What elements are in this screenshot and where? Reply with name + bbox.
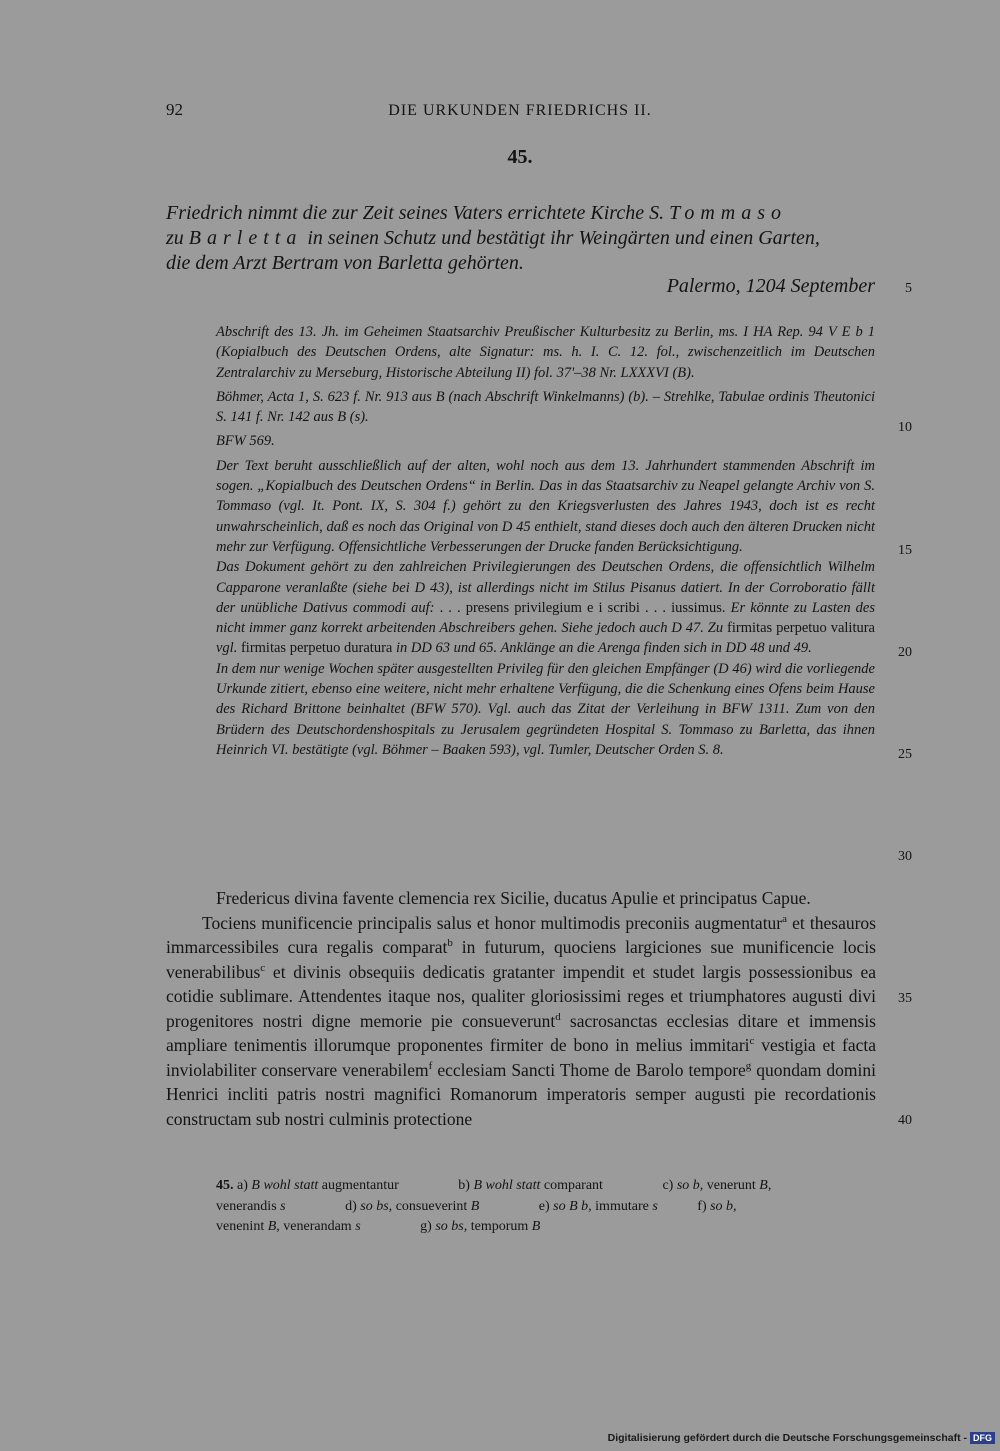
footnote-mark: f (428, 1059, 433, 1072)
intitulatio: Fredericus divina favente clemencia rex Sicilie, ducatus Apulie et principatus Capue. (216, 888, 811, 908)
line-number: 15 (898, 543, 912, 558)
regest-line-2: zu Barletta in seinen Schutz und bestätigt ihr Weingärten und einen Garten, (166, 227, 820, 249)
regest-line-3: die dem Arzt Bertram von Barletta gehörten. (166, 252, 524, 274)
note-manuscript: Abschrift des 13. Jh. im Geheimen Staatsarchiv Preußischer Kulturbesitz zu Berlin, ms. I HA Rep. 94 V E b 1 (Kopialbuch des Deutschen Ordens, alte Signatur: ms. h. I. C. 12. fol., zwischenzeitlich im Deutschen Zentralarchiv zu Merseburg, Historische Abteilung II) fol. 37'–38 Nr. LXXXVI (B). (216, 324, 875, 381)
footnote-b: b) B wohl statt comparant (458, 1178, 603, 1193)
footnote-g: g) so bs, temporum B (420, 1219, 541, 1234)
footnote-f: f) so b, (697, 1198, 737, 1214)
line-number: 20 (898, 645, 912, 660)
footnote-line-3: venenint B, venerandam s g) so bs, temporum B (216, 1219, 541, 1234)
line-number: 25 (898, 747, 912, 762)
line-number: 30 (898, 849, 912, 864)
funding-banner (608, 1432, 995, 1444)
line-number: 5 (905, 281, 912, 296)
footnote-d: d) so bs, consueverint B (345, 1198, 480, 1214)
footnote-line-2: venerandis s d) so bs, consueverint B e) so B b, immutare s f) so b, (216, 1198, 737, 1214)
note-text-basis: Der Text beruht ausschließlich auf der alten, wohl noch aus dem 13. Jahrhundert stammenden Abschrift im sogen. „Kopialbuch des Deutschen Ordens“ in Berlin. Das in das Staatsarchiv zu Neapel gelangte Archiv von S. Tommaso (vgl. It. Pont. IX, S. 304 f.) gehört zu den Kriegsverlusten des Jahres 1943, doch ist es recht unwahrscheinlich, daß es noch das Original von D 45 enthielt, stand dieses doch auch den älteren Drucken nicht mehr zur Verfügung. Offensichtliche Verbesserungen der Drucke fanden Berücksichtigung. (216, 457, 875, 555)
document-text (166, 886, 876, 1131)
dfg-logo: DFG (970, 1432, 995, 1444)
line-number: 35 (898, 991, 912, 1006)
footnote-mark: c (749, 1035, 755, 1048)
page-number: 92 (166, 100, 183, 119)
editorial-notes (216, 322, 875, 760)
arenga: Tociens munificencie principalis salus et honor multimodis preconiis augmentatur$^a$ et thesauros immarcessibiles cura regalis comparat$^b$ in futurum, quociens largiciones sue munificencie locis venerabilibus$^c$ et divinis obsequiis dedicatis gratanter impendit et studet largis possessionibus ea cotidie sublimare. Attendentes itaque nos, qualiter gloriosissimi reges et triumphatores augusti divi progenitores nostri digne memorie pie consueverunt$^d$ sacrosanctas ecclesias ditare et immensis ampliare tenimentis illorumque proponentes firmiter de bono in melius immitari$^c$ vestigia et facta inviolabiliter conservare venerabilem$^f$ ecclesiam Sancti Thome de Barolo tempore$^g$ quondam domini Henrici incliti patris nostri magnifici Romanorum imperatoris semper augusti pie recordationis constructam sub nostri culminis protectione (166, 912, 877, 1129)
footnote-mark: c (260, 961, 266, 974)
place-date: Palermo, 1204 September (666, 275, 875, 297)
note-editions: Böhmer, Acta 1, S. 623 f. Nr. 913 aus B (nach Abschrift Winkelmanns) (b). – Strehlke, Tabulae ordinis Theutonici S. 141 f. Nr. 142 aus B (s). (216, 388, 875, 426)
running-title: DIE URKUNDEN FRIEDRICHS II. (388, 102, 652, 119)
line-number: 40 (898, 1113, 912, 1128)
footnote-a: a) B wohl statt augmentantur (237, 1178, 399, 1193)
document-number: 45. (507, 146, 533, 168)
line-number: 10 (898, 420, 912, 435)
footnote-e: e) so B b, immutare s (538, 1198, 658, 1214)
footnote-mark: d (555, 1010, 561, 1023)
note-later-privilege: In dem nur wenige Wochen später ausgestellten Privileg für den gleichen Empfänger (D 46) wird die vorliegende Urkunde zitiert, ebenso eine weitere, nicht mehr erhaltene Verfügung, die die Schenkung eines Ofens beim Hause des Richard Brittone beinhaltet (BFW 570). Vgl. auch das Zitat der Verleihung in BFW 1311. Zum von den Brüdern des Deutschordenshospitals zu Jerusalem gegründeten Hospital S. Tommaso zu Barletta, das ihnen Heinrich VI. bestätigte (vgl. Böhmer – Baaken 593), vgl. Tumler, Deutscher Orden S. 8. (216, 660, 875, 758)
footnote-mark: a (782, 912, 788, 925)
footnote-c: c) so b, venerunt B, (662, 1178, 772, 1193)
footnotes (216, 1176, 876, 1238)
regest (166, 201, 878, 276)
funding-text: Digitalisierung gefördert durch die Deutsche Forschungsgemeinschaft - (607, 1431, 967, 1444)
note-dictation: Das Dokument gehört zu den zahlreichen Privilegierungen des Deutschen Ordens, die offensichtlich Wilhelm Capparone veranlaßte (siehe bei D 43), ist allerdings nicht im Stilus Pisanus datiert. In der Corroboratio fällt der unübliche Dativus commodi auf: . . . presens privilegium e i scribi . . . iussimus. Er könnte zu Lasten des nicht immer ganz korrekt arbeitenden Abschreibers gehen. Siehe jedoch auch D 47. Zu firmitas perpetuo valitura vgl. firmitas perpetuo duratura in DD 63 und 65. Anklänge an die Arenga finden sich in DD 48 und 49. (216, 559, 876, 657)
regest-line-1: Friedrich nimmt die zur Zeit seines Vaters errichtete Kirche S. Tommaso (166, 202, 788, 224)
footnote-mark: g (745, 1059, 752, 1072)
footnote-line-1: 45. a) B wohl statt augmentantur b) B wohl statt comparant c) so b, venerunt B, (216, 1178, 772, 1193)
note-regesta: BFW 569. (216, 433, 275, 450)
footnote-mark: b (447, 937, 453, 950)
